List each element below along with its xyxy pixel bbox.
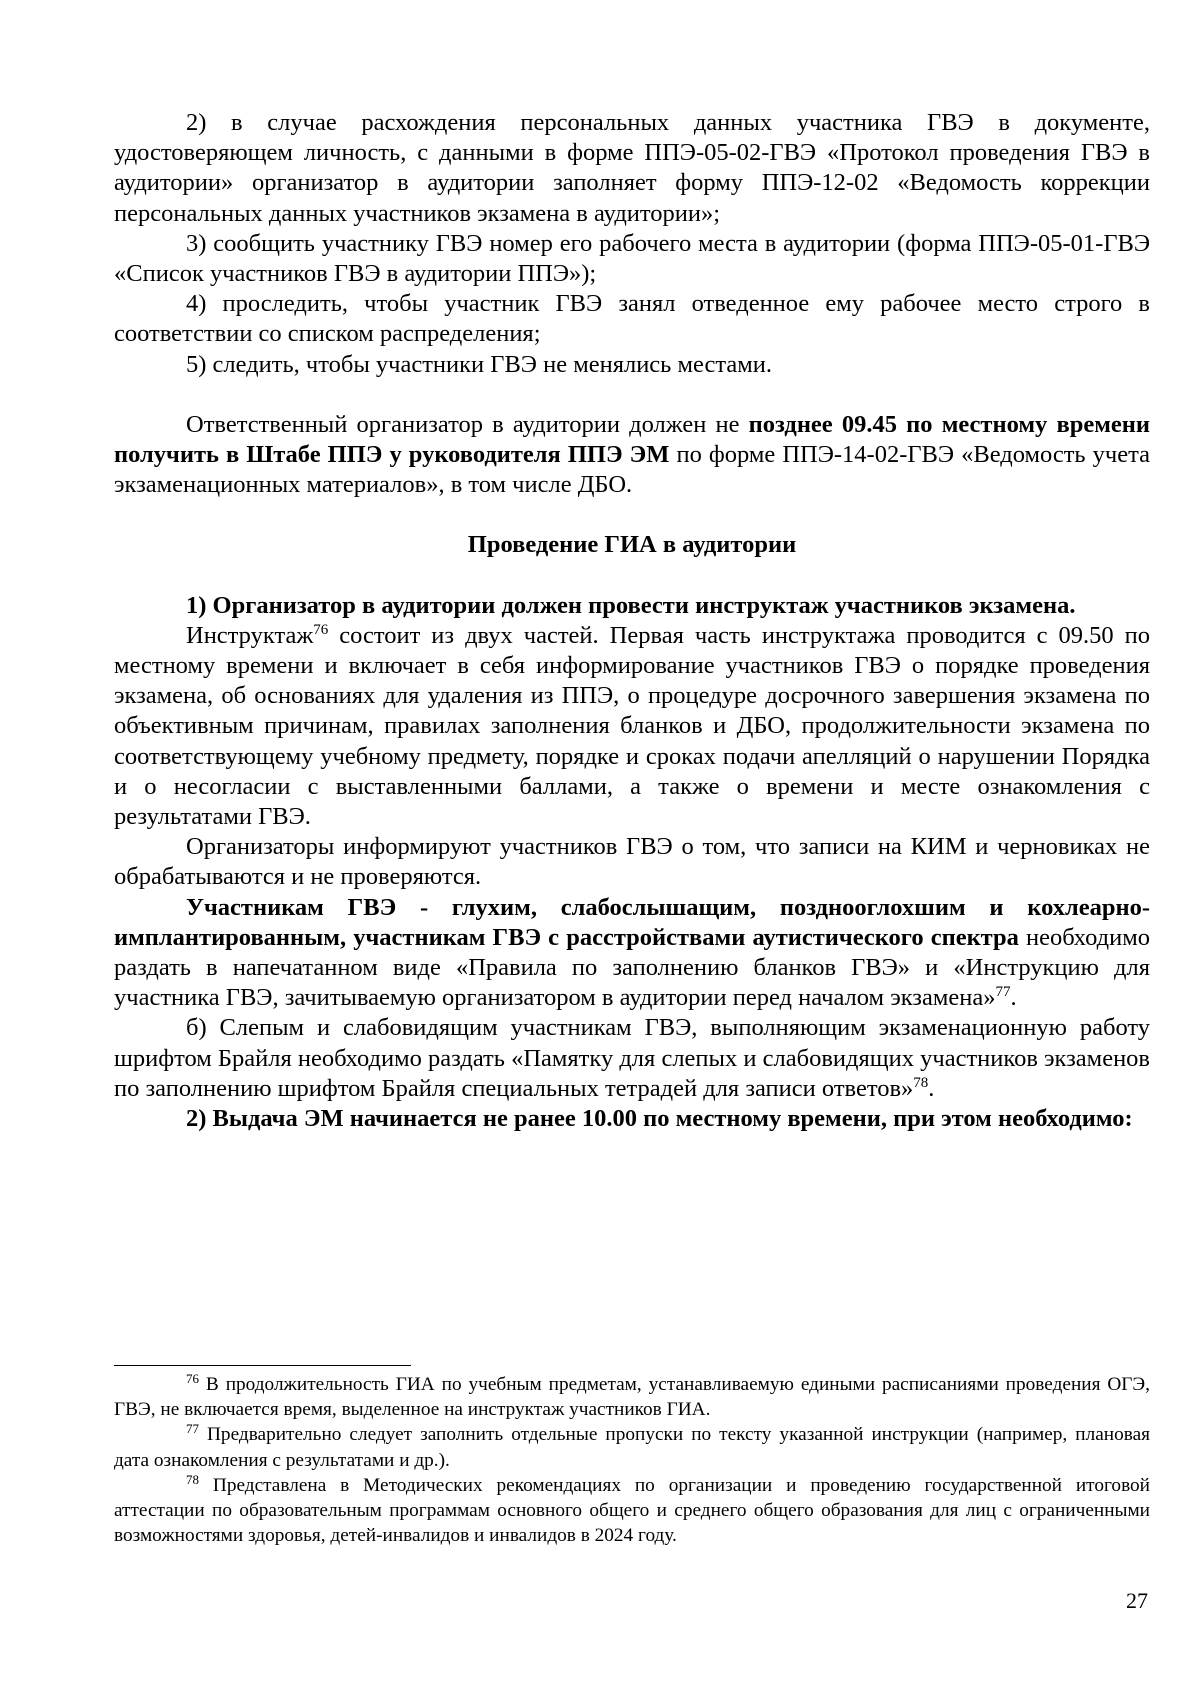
paragraph-text: необходимо раздать в напечатанном виде «Правила по заполнению бланков ГВЭ» и «Инструкцию для участника ГВЭ, зачитываемую организатором в аудитории перед началом экзамена» — [114, 923, 1150, 1012]
main-text — [114, 108, 1150, 1134]
footnote-76 — [114, 1372, 1150, 1422]
bold-text: позднее 09.45 по местному времени получить в Штабе ППЭ у руководителя ППЭ ЭМ — [114, 410, 1151, 469]
paragraph-text: . — [928, 1074, 935, 1102]
spacer — [114, 500, 1150, 530]
footnote-78 — [114, 1473, 1150, 1549]
footnote-number: 77 — [186, 1421, 199, 1437]
paragraph-text: состоит из двух частей. Первая часть инструктажа проводится с 09.50 по местному времени и включает в себя информирование участников ГВЭ о порядке проведения экзамена, об основаниях для удаления из ППЭ, о процедуре досрочного завершения экзамена по объективным причинам, правилах заполнения бланков и ДБО, продолжительности экзамена по соответствующему учебному предмету, порядке и сроках подачи апелляций о нарушении Порядка и о несогласии с выставленными баллами, а также о времени и месте ознакомления с результатами ГВЭ. — [114, 621, 1150, 831]
paragraph-text: Инструктаж — [186, 621, 314, 649]
paragraph-text: б) Слепым и слабовидящим участникам ГВЭ, выполняющим экзаменационную работу шрифтом Брайля необходимо раздать «Памятку для слепых и слабовидящих участников экзаменов по заполнению шрифтом Брайля специальных тетрадей для записи ответов» — [114, 1014, 1150, 1102]
paragraph-text: Ответственный организатор в аудитории должен не — [186, 410, 749, 438]
paragraph-kim-drafts — [114, 832, 1150, 892]
paragraph-item-3 — [114, 229, 1150, 289]
paragraph-hearing-impaired — [114, 893, 1150, 1014]
footnote-text: В продолжительность ГИА по учебным предметам, устанавливаемую едиными расписаниями проведения ОГЭ, ГВЭ, не включается время, выделенное на инструктаж участников ГИА. — [114, 1374, 1150, 1421]
paragraph-text: . — [1010, 984, 1017, 1012]
paragraph-braille — [114, 1013, 1150, 1104]
footnote-ref-77: 77 — [995, 984, 1011, 1001]
footnote-ref-76: 76 — [313, 621, 329, 638]
paragraph-text: 2) в случае расхождения персональных данных участника ГВЭ в документе, удостоверяющем личность, с данными в форме ППЭ-05-02-ГВЭ «Протокол проведения ГВЭ в аудитории» организатор в аудитории заполняет форму ППЭ-12-02 «Ведомость коррекции персональных данных участников экзамена в аудитории»; — [114, 109, 1150, 227]
paragraph-text: 3) сообщить участнику ГВЭ номер его рабочего места в аудитории (форма ППЭ-05-01-ГВЭ «Список участников ГВЭ в аудитории ППЭ»); — [114, 229, 1150, 288]
page-number: 27 — [1126, 1588, 1148, 1613]
paragraph-text: 4) проследить, чтобы участник ГВЭ занял отведенное ему рабочее место строго в соответствии со списком распределения; — [114, 290, 1150, 348]
footnote-separator — [114, 1365, 411, 1366]
footnote-text: Представлена в Методических рекомендациях по организации и проведению государственной итоговой аттестации по образовательным программам основного общего и среднего общего образования для лиц с ограниченными возможностями здоровья, детей-инвалидов и инвалидов в 2024 году. — [114, 1474, 1150, 1547]
bold-text: 1) Организатор в аудитории должен провести инструктаж участников экзамена. — [186, 591, 1076, 619]
paragraph-instruction-step-1 — [114, 591, 1150, 621]
footnotes — [114, 1372, 1150, 1548]
footnote-ref-78: 78 — [913, 1074, 929, 1091]
paragraph-item-2 — [114, 108, 1150, 229]
paragraph-item-4 — [114, 289, 1150, 349]
bold-text: 2) Выдача ЭМ начинается не ранее 10.00 по местному времени, при этом необходимо: — [186, 1105, 1133, 1133]
section-heading: Проведение ГИА в аудитории — [467, 531, 797, 559]
paragraph-responsible-organizer — [114, 410, 1150, 501]
paragraph-briefing — [114, 621, 1150, 832]
footnote-77 — [114, 1422, 1150, 1472]
footnote-number: 78 — [186, 1471, 199, 1487]
paragraph-item-5 — [114, 350, 1150, 380]
paragraph-text: 5) следить, чтобы участники ГВЭ не менялись местами. — [186, 350, 772, 378]
paragraph-text: по форме ППЭ-14-02-ГВЭ «Ведомость учета экзаменационных материалов», в том числе ДБО. — [114, 441, 1150, 499]
footnote-number: 76 — [186, 1371, 199, 1386]
spacer — [114, 561, 1150, 591]
paragraph-instruction-step-2 — [114, 1104, 1150, 1134]
footnote-text: Предварительно следует заполнить отдельные пропуски по тексту указанной инструкции (например, плановая дата ознакомления с результатами и др.). — [114, 1424, 1150, 1471]
spacer — [114, 380, 1150, 410]
paragraph-text: Организаторы информируют участников ГВЭ о том, что записи на КИМ и черновиках не обрабатываются и не проверяются. — [114, 833, 1150, 891]
bold-text: Участникам ГВЭ - глухим, слабослышащим, позднооглохшим и кохлеарно-имплантированным, участникам ГВЭ с расстройствами аутистического спектра — [114, 893, 1150, 951]
